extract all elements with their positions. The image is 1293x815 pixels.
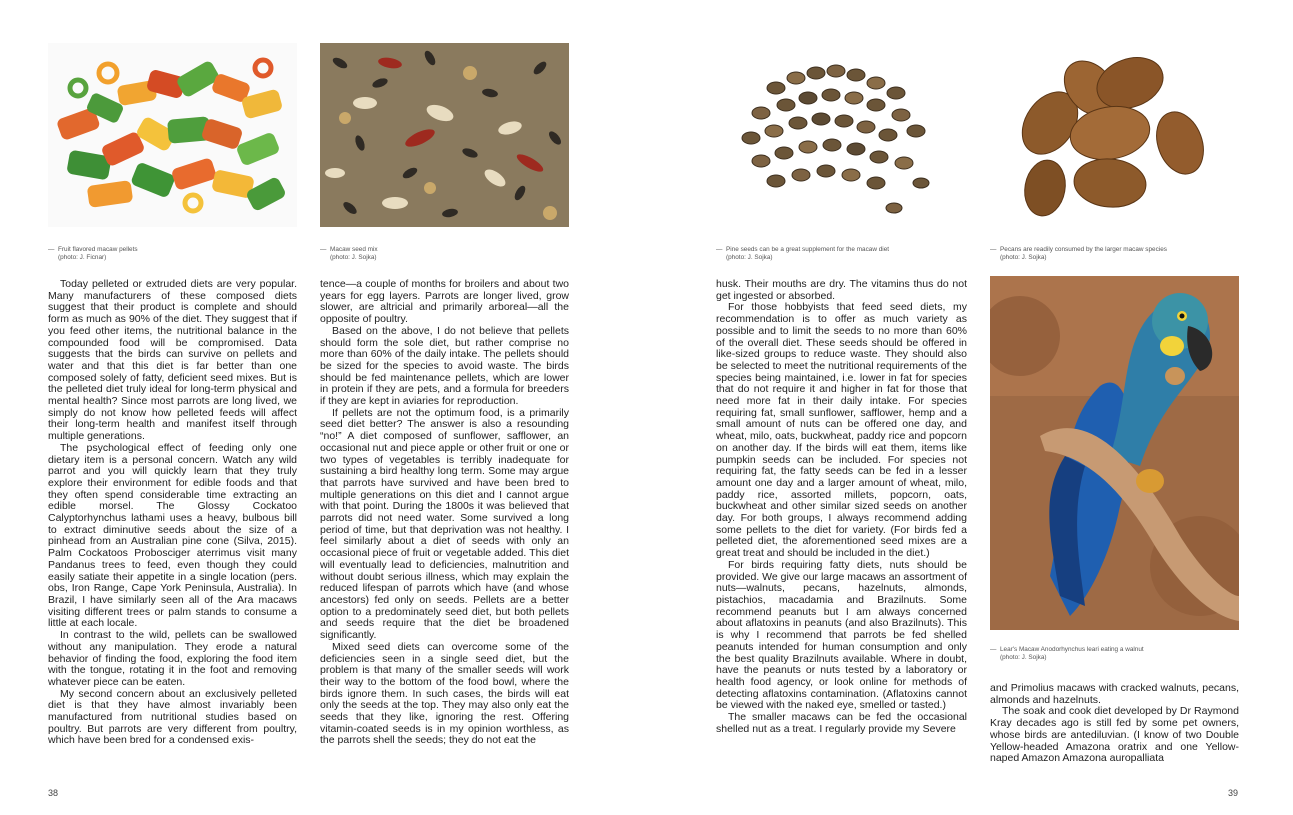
right-page-column-2 [990,683,1239,765]
caption-credit: (photo: J. Sojka) [726,254,773,261]
paragraph: and Primolius macaws with cracked walnuts, pecans, almonds and hazelnuts. [990,682,1239,706]
left-page [0,0,645,815]
photo-lears-macaw [990,276,1239,630]
page-number: 38 [48,788,59,798]
paragraph: Mixed seed diets can overcome some of the deficiencies seen in a single seed diet, but the problem is that many of the smaller seeds will work their way to the bottom of the food bowl, where the birds ignore them. In such cases, the birds will eat only the seeds at the top. They may also only eat the seeds that they like, ignoring the rest. Offering vitamin-coated seeds is in my opinion worthless, as the parrots shell the seeds; they do not eat the [320,640,569,747]
paragraph: tence—a couple of months for broilers and about two years for egg layers. Parrots are longer lived, grow slower, are altricial and primarily arboreal—all the opposite of poultry. [320,278,569,326]
caption-text: Lear's Macaw Anodorhynchus leari eating a walnut [1000,646,1144,653]
caption-fruit-pellets: — Fruit flavored macaw pellets (photo: J. Ficnar) [48,246,298,262]
caption-lears-macaw: — Lear's Macaw Anodorhynchus leari eating a walnut (photo: J. Sojka) [990,646,1250,662]
left-page-column-2 [320,279,569,747]
caption-pecans: — Pecans are readily consumed by the larger macaw species (photo: J. Sojka) [990,246,1250,262]
paragraph: Based on the above, I do not believe that pellets should form the sole diet, but rather comprise no more than 60% of the daily intake. The pellets should be sized for the species to avoid waste. The birds should be fed maintenance pellets, which are lower in protein if they are pets, and a formula for breeders if they are kept in aviaries for reproduction. [320,324,569,408]
paragraph: Today pelleted or extruded diets are very popular. Many manufacturers of these composed diets suggest that their product is complete and should form as much as 90% of the diet. They suggest that if you feed other items, the nutritional balance in the compounded food will be compromised. Data suggests that the birds can survive on pellets and water and that this diet is far better than one composed solely of fatty, deficient seed mixes. But is the pelleted diet truly ideal for long-term physical and mental health? Since most parrots are long lived, we simply do not know how pelleted feeds will affect their long-term health and manifest itself through multiple generations. [48,278,297,443]
caption-seed-mix: — Macaw seed mix (photo: J. Sojka) [320,246,570,262]
caption-credit: (photo: J. Ficnar) [58,254,107,261]
paragraph: The smaller macaws can be fed the occasional shelled nut as a treat. I regularly provide my Severe [716,711,967,735]
caption-credit: (photo: J. Sojka) [1000,254,1047,261]
right-page [648,0,1293,815]
photo-seed-mix [320,43,569,227]
caption-credit: (photo: J. Sojka) [1000,654,1047,661]
right-page-column-1 [716,279,967,735]
caption-text: Fruit flavored macaw pellets [58,246,138,253]
caption-text: Macaw seed mix [330,246,378,253]
page-number: 39 [1228,788,1239,798]
paragraph: The soak and cook diet developed by Dr Raymond Kray decades ago is still fed by some pet owners, whose birds are antediluvian. (I know of two Double Yellow-headed Amazona oratrix and one Yellow-naped Amazon Amazona auropalliata [990,705,1239,765]
paragraph: For those hobbyists that feed seed diets, my recommendation is to offer as much variety as possible and to limit the seeds to no more than 60% of the overall diet. These seeds should be offered in like-sized groups to reduce waste. They should also be selected to meet the nutritional requirements of the species being maintained, i.e. lower in fat for species that do not require it and higher in fat for those that need more fat in their daily intake. For species requiring fat, small sunflower, safflower, hemp and a small amount of nuts can be offered one day, and wheat, milo, oats, buckwheat, paddy rice and popcorn on another day. If the birds will eat them, items like pumpkin seeds can be included. For species not requiring fat, the fatty seeds can be fed in a lesser amount one day and a larger amount of wheat, milo, paddy rice, assorted millets, popcorn, oats, buckwheat and other similar sized seeds on another day. For both groups, I always recommend adding some pellets to the diet for variety. (For birds fed a pelleted diet, the aforementioned seed mixes are a great treat and should be included in the diet.) [716,301,967,560]
paragraph: The psychological effect of feeding only one dietary item is a personal concern. Watch any wild parrot and you will quickly learn that they truly explore their environment for edible foods and that they often spend considerable time extracting an edible morsel. The Glossy Cockatoo Calyptorhynchus lathami uses a heavy, bulbous bill to extract diminutive seeds about the size of a pinhead from an Australian pine cone (Silva, 2015). Palm Cockatoos Probosciger aterrimus visit many Pandanus trees to feed, even though they could easily satiate their appetite in a single location (pers. obs, Iron Range, Cape York Peninsula, Australia). In Brazil, I have similarly seen all of the Ara macaws visiting different trees or palm stands to consume a little at each locale. [48,441,297,630]
paragraph: For birds requiring fatty diets, nuts should be provided. We give our large macaws an assortment of nuts—walnuts, pecans, hazelnuts, almonds, pistachios, macadamia and Brazilnuts. Some recommend peanuts but I am always concerned about aflatoxins in peanuts (and also Brazilnuts). This is why I recommend that parrots be fed shelled peanuts intended for human consumption and only the best quality Brazilnuts available. Where in doubt, have the peanuts or nuts tested by a laboratory or health food agency, or look online for methods of detecting aflatoxins contamination. (Aflatoxins cannot be viewed with the naked eye, smelled or tasted.) [716,558,967,712]
paragraph: If pellets are not the optimum food, is a primarily seed diet better? The answer is also a resounding “no!” A diet composed of sunflower, safflower, an occasional nut and piece apple or other fruit or one or two types of vegetables is terribly inadequate for sustaining a bird healthy long term. Some may argue that parrots have survived and have been bred to multiple generations on this diet and I cannot argue with that point. During the 1800s it was believed that parrots did not need water. Some survived a long period of time, but that deprivation was not healthy. I feel similarly about a diet of seeds with only an occasional piece of fruit or vegetable added. This diet will eventually lead to deficiencies, malnutrition and without doubt serious illness, which may explain the reduced lifespan of parrots which have (and whose ancestors) fed only on seeds. Pellets are a better option to a predominately seed diet, but both pellets and seeds require that the diet be broadened significantly. [320,406,569,642]
left-page-column-1 [48,279,297,747]
photo-pine-seeds [716,43,967,227]
caption-credit: (photo: J. Sojka) [330,254,377,261]
photo-fruit-pellets [48,43,297,227]
paragraph: In contrast to the wild, pellets can be swallowed without any manipulation. They erode a natural behavior of finding the food, exploring the food item with the tongue, rotating it in the foot and removing whatever piece can be eaten. [48,629,297,688]
paragraph: My second concern about an exclusively pelleted diet is that they have almost invariably been manufactured from nutritional studies based on poultry. But parrots are very different from poultry, which have been bred for a condensed exis- [48,687,297,747]
caption-pine-seeds: — Pine seeds can be a great supplement for the macaw diet (photo: J. Sojka) [716,246,976,262]
paragraph: husk. Their mouths are dry. The vitamins thus do not get ingested or absorbed. [716,278,967,302]
caption-text: Pecans are readily consumed by the larger macaw species [1000,246,1167,253]
caption-text: Pine seeds can be a great supplement for the macaw diet [726,246,890,253]
photo-pecans [990,43,1239,227]
